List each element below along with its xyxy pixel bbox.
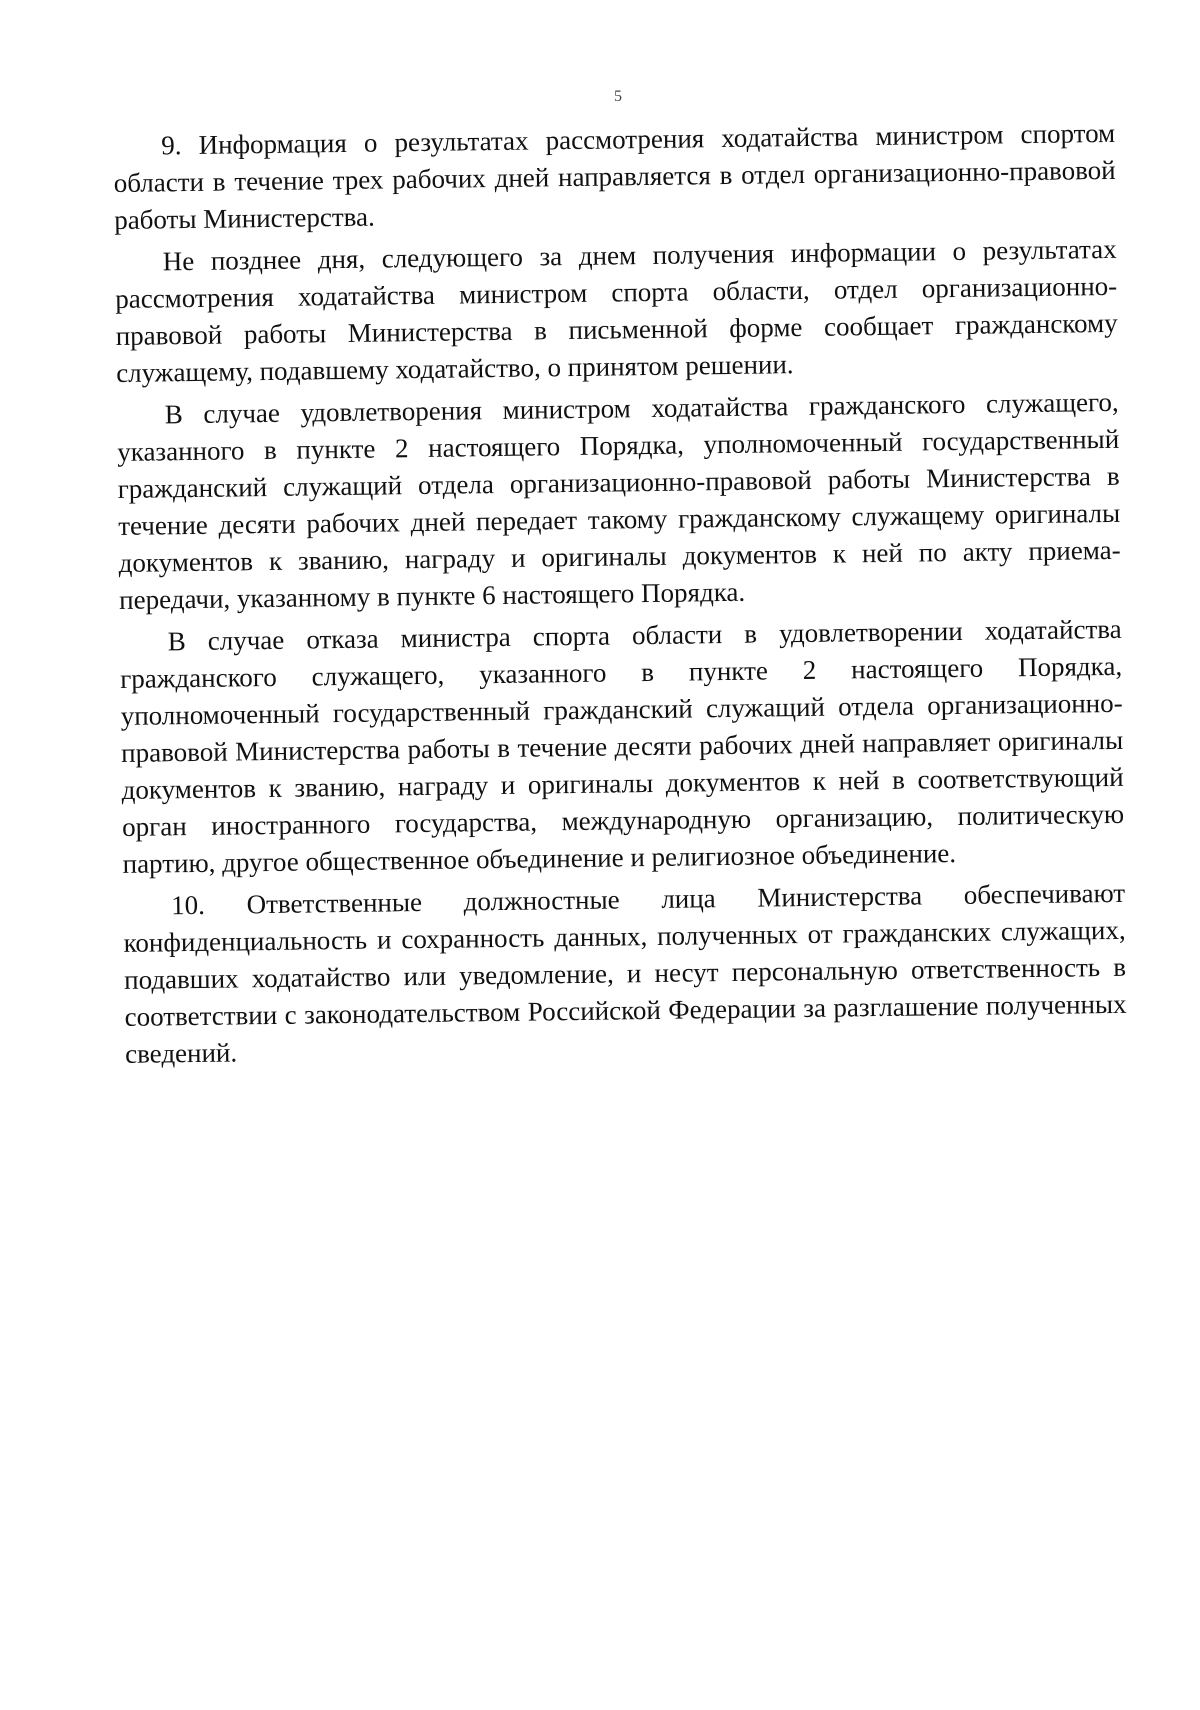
document-body [113, 115, 1127, 1078]
paragraph-refusal: В случае отказа министра спорта области в удовлетворении ходатайства гражданского служащего, указанного в пункте 2 настоящего Порядка, уполномоченный государственный гражданский служащий отдела организационно-правовой Министерства работы в течение десяти рабочих дней направляет оригиналы документов к званию, награду и оригиналы документов к ней в соответствующий орган иностранного государства, международную организацию, политическую партию, другое общественное объединение и религиозное объединение. [120, 613, 1125, 879]
page-number: 5 [614, 88, 622, 105]
paragraph-notification: Не позднее дня, следующего за днем получения информации о результатах рассмотрения ходатайства министром спорта области, отдел организационно-правовой работы Министерства в письменной форме сообщает гражданскому служащему, подавшему ходатайство, о принятом решении. [115, 233, 1118, 388]
paragraph-approval: В случае удовлетворения министром ходатайства гражданского служащего, указанного в пункте 2 настоящего Порядка, уполномоченный государственный гражданский служащий отдела организационно-правовой работы Министерства в течение десяти рабочих дней передает такому гражданскому служащему оригиналы документов к званию, награду и оригиналы документов к ней по акту приема-передачи, указанному в пункте 6 настоящего Порядка. [117, 386, 1121, 615]
paragraph-9: 9. Информация о результатах рассмотрения ходатайства министром спортом области в течение трех рабочих дней направляется в отдел организационно-правовой работы Министерства. [113, 117, 1116, 235]
paragraph-10: 10. Ответственные должностные лица Министерства обеспечивают конфиденциальность и сохранность данных, полученных от гражданских служащих, подавших ходатайство или уведомление, и несут персональную ответственность в соответствии с законодательством Российской Федерации за разглашение полученных сведений. [123, 877, 1127, 1069]
